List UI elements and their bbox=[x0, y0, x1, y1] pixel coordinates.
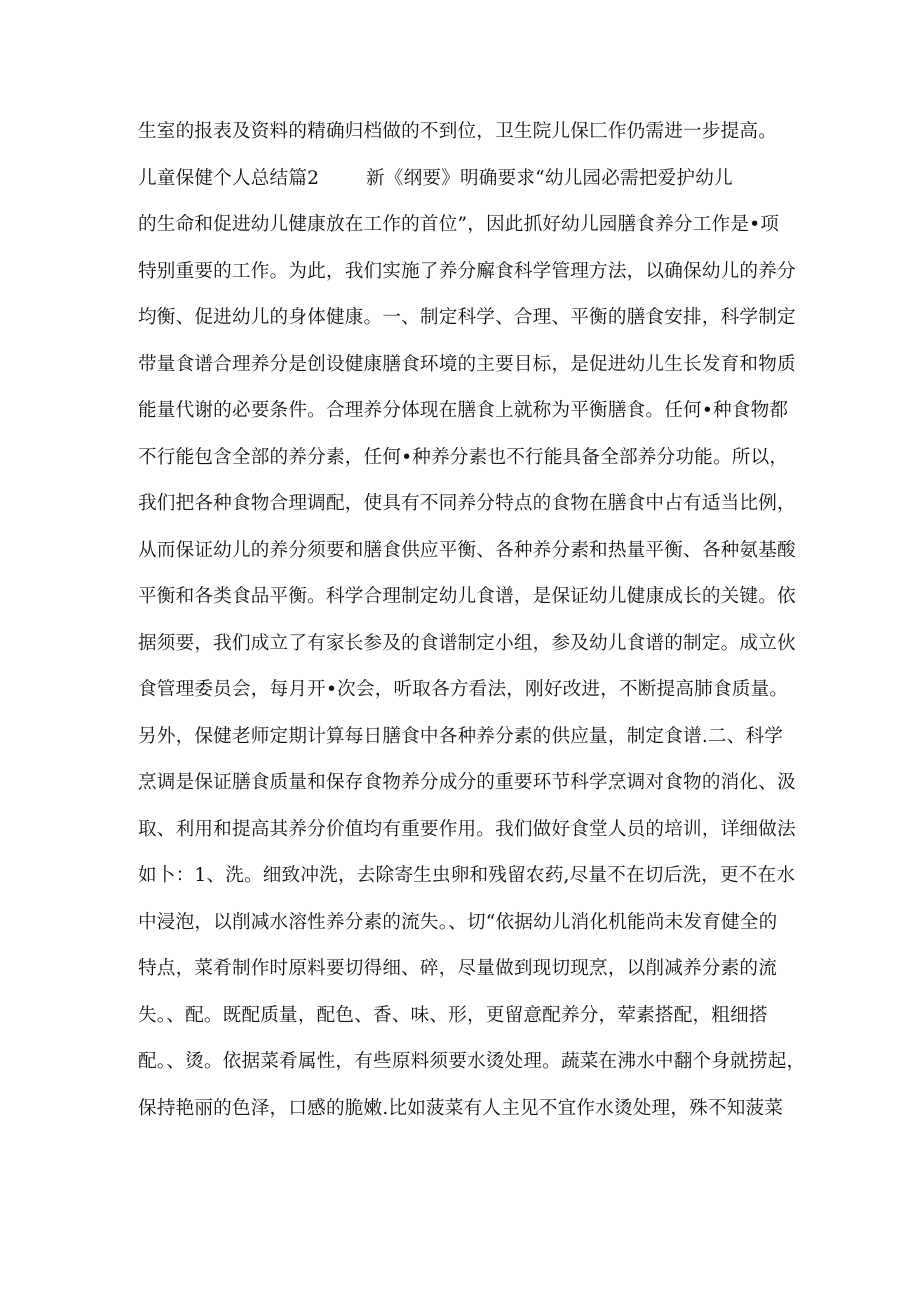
text-line: 我们把各种食物合理调配，使具有不同养分特点的食物在膳食中占有适当比例， bbox=[138, 493, 796, 514]
text-line: 的生命和促进幼儿健康放在工作的首位”，因此抓好幼儿园膳食养分工作是•项 bbox=[138, 214, 780, 235]
text-line: 特别重要的工作。为此，我们实施了养分廨食科学管理方法，以确保幼儿的养分 bbox=[138, 260, 796, 282]
text-line: 特点，菜肴制作时原料要切得细、碎，尽量做到现切现烹，以削减养分素的流 bbox=[138, 958, 777, 979]
text-line: 食管理委员会，每月开•次会，听取各方看法，刚好改进，不断提高肺食质量。 bbox=[138, 679, 789, 700]
text-line: 平衡和各类食品平衡。科学合理制定幼儿食谱，是保证幼儿健康成长的关键。依 bbox=[138, 586, 796, 607]
text-line: 带量食谱合理养分是创设健康膳食环境的主要目标，是促进幼儿生长发育和物质 bbox=[138, 353, 796, 375]
text-line: 不行能包含全部的养分素，任何•种养分素也不行能具备全部养分功能。所以， bbox=[138, 446, 789, 468]
text-line: 失。、配。既配质量，配色、香、味、形，更留意配养分，荤素搭配，粗细搭 bbox=[138, 1004, 768, 1026]
text-line: 能量代谢的必要条件。合理养分体现在膳食上就称为平衡膳食。任何•种食物都 bbox=[138, 400, 789, 421]
text-line: 配。、烫。依据菜肴属性，有些原料须要水烫处理。蔬菜在沸水中翻个身就捞起， bbox=[138, 1051, 806, 1072]
text-line: 取、利用和提高其养分价值均有重要作用。我们做好食堂人员的培训，详细做法 bbox=[138, 818, 796, 840]
heading-line bbox=[138, 161, 798, 208]
text-line: 均衡、促进幼儿的身体健康。一、制定科学、合理、平衡的膳食安排，科学制定 bbox=[138, 307, 796, 328]
heading-continuation: 新《纲要》明确要求“幼儿园必需把爱护幼儿 bbox=[366, 167, 733, 189]
text-line: 如卜：1、洗。细致冲洗，去除寄生虫卵和残留农药,尽量不在切后洗，更不在水 bbox=[138, 865, 796, 886]
section-heading: 儿童保健个人总结篇2 bbox=[138, 167, 320, 189]
text-line: 据须要，我们成立了有家长参及的食谱制定小组，参及幼儿食谱的制定。成立伙 bbox=[138, 632, 796, 654]
text-line: 烹调是保证膳食质量和保存食物养分成分的重要环节科学烹调对食物的消化、汲 bbox=[138, 772, 796, 793]
document-body bbox=[138, 114, 806, 1137]
text-line: 生室的报表及资料的精确归档做的不到位，卫生院儿保匚作仍需进一步提高。 bbox=[138, 121, 777, 142]
text-line: 中浸泡，以削减水溶性养分素的流失。、切“依据幼儿消化机能尚未发育健全的 bbox=[138, 911, 778, 933]
text-line: 保持艳丽的色泽，口感的脆嫩.比如菠菜有人主见不宜作水烫处理，殊不知菠菜 bbox=[138, 1097, 784, 1119]
text-line: 从而保证幼儿的养分须要和膳食供应平衡、各种养分素和热量平衡、各种氨基酸 bbox=[138, 539, 796, 561]
text-line: 另外，保健老师定期计算每日膳食中各种养分素的供应量，制定食谱.二、科学 bbox=[138, 725, 784, 747]
